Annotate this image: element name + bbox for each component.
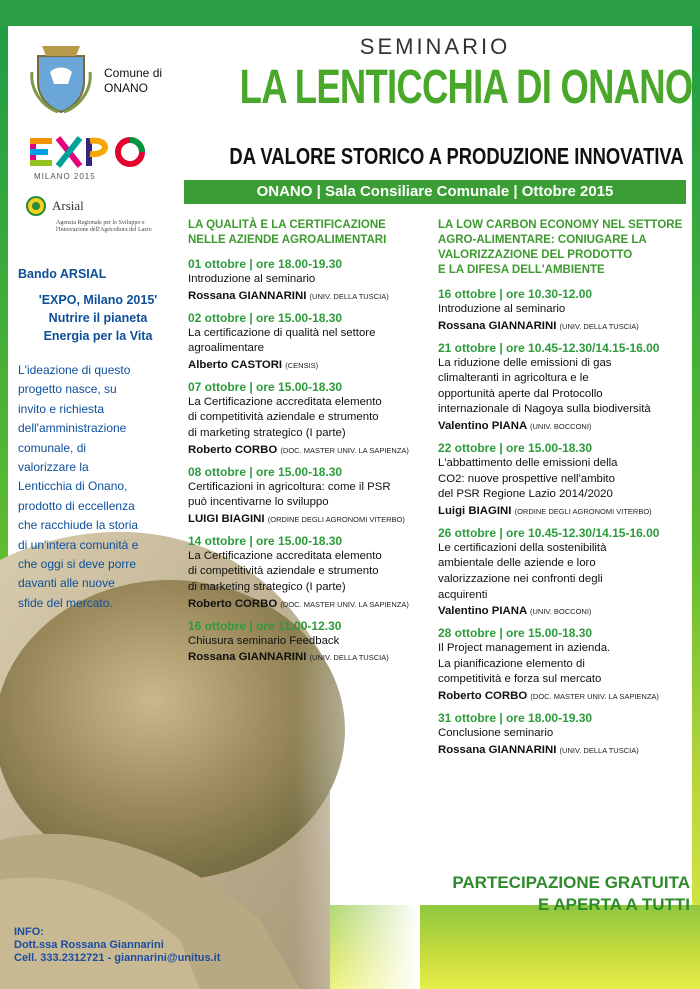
entry-description: ambientale delle aziende e loro	[438, 557, 596, 570]
section-title-line: E LA DIFESA DELL'AMBIENTE	[438, 264, 605, 276]
entry-description: Introduzione al seminario	[188, 273, 316, 285]
page-subtitle: DA VALORE STORICO A PRODUZIONE INNOVATIVA	[229, 143, 684, 169]
program-entry	[188, 618, 432, 667]
entry-description: La riduzione delle emissioni di gas	[438, 356, 612, 369]
entry-description: internazionale di Nagoya sulla biodiversità	[438, 403, 651, 416]
info-contact	[14, 926, 220, 965]
entry-speaker: Valentino PIANA	[438, 605, 527, 618]
entry-description: L'abbattimento delle emissioni della	[438, 456, 618, 469]
bando-title: Bando ARSIAL	[18, 267, 107, 281]
coat-of-arms-icon	[28, 42, 94, 114]
entry-affiliation: (CENSIS)	[285, 360, 319, 370]
entry-speaker-row	[438, 742, 690, 759]
entry-speaker-row	[438, 503, 690, 520]
expo-logo-icon	[30, 134, 150, 170]
entry-description: Le certificazioni della sostenibilità	[438, 541, 607, 554]
entry-speaker-row	[188, 511, 432, 528]
entry-date: 07 ottobre | ore 15.00-18.30	[188, 379, 343, 394]
entry-date: 08 ottobre | ore 15.00-18.30	[188, 464, 343, 479]
section-title	[188, 218, 432, 248]
program-entry	[438, 710, 690, 759]
entry-affiliation: (UNIV. DELLA TUSCIA)	[309, 653, 389, 663]
entry-description: di marketing strategico (I parte)	[188, 580, 346, 593]
entry-speaker: Valentino PIANA	[438, 419, 527, 432]
page-title: LA LENTICCHIA DI ONANO	[239, 61, 693, 114]
entry-date: 16 ottobre | ore 10.30-12.00	[438, 287, 593, 301]
entry-description: Chiusura seminario Feedback	[188, 634, 340, 647]
entry-date: 31 ottobre | ore 18.00-19.30	[438, 710, 593, 725]
entry-speaker: Rossana GIANNARINI	[188, 651, 307, 664]
entry-speaker-row	[438, 318, 690, 335]
entry-date: 28 ottobre | ore 15.00-18.30	[438, 626, 593, 641]
location-bar: ONANO | Sala Consiliare Comunale | Ottobre 2015	[184, 180, 686, 204]
entry-affiliation: (UNIV. DELLA TUSCIA)	[559, 321, 639, 331]
entry-date: 26 ottobre | ore 10.45-12.30/14.15-16.00	[438, 525, 660, 540]
entry-description: climalteranti in agricoltura e le	[438, 372, 589, 385]
arsial-logo-icon	[26, 196, 46, 216]
entry-description: opportunità aperte dal Protocollo	[438, 387, 603, 400]
entry-affiliation: (DOC. MASTER UNIV. LA SAPIENZA)	[280, 445, 409, 455]
entry-speaker-row	[438, 603, 690, 620]
entry-description: del PSR Regione Lazio 2014/2020	[438, 488, 613, 501]
entry-speaker: Rossana GIANNARINI	[438, 743, 557, 756]
entry-date: 16 ottobre | ore 11.00-12.30	[188, 618, 342, 633]
entry-speaker: Roberto CORBO	[438, 689, 528, 702]
entry-description: Il Project management in azienda.	[438, 642, 611, 655]
entry-description: di marketing strategico (I parte)	[188, 426, 346, 439]
entry-speaker-row	[188, 357, 432, 374]
entry-description: acquirenti	[438, 588, 488, 601]
entry-speaker: Roberto CORBO	[188, 443, 278, 456]
comune-label: Comune di ONANO	[104, 66, 163, 95]
top-green-strip	[0, 0, 700, 26]
entry-description: valorizzazione nei confronti degli	[438, 572, 603, 585]
entry-speaker-row	[438, 418, 690, 435]
entry-affiliation: (UNIV. DELLA TUSCIA)	[309, 291, 389, 301]
program-entry	[438, 525, 690, 620]
entry-description: di competitività aziendale e strumento	[188, 411, 379, 424]
right-program-column	[438, 218, 690, 764]
entry-speaker: Alberto CASTORI	[188, 358, 283, 371]
entry-speaker: Roberto CORBO	[188, 597, 278, 610]
program-entry	[438, 440, 690, 520]
entry-date: 14 ottobre | ore 15.00-18.30	[188, 533, 343, 548]
section-title-line: LA LOW CARBON ECONOMY NEL SETTORE	[438, 219, 683, 231]
section-title	[438, 218, 690, 278]
entry-description: Certificazioni in agricoltura: come il PSR	[188, 480, 391, 493]
entry-description: La certificazione di qualità nel settore	[188, 326, 376, 339]
entry-description: di competitività aziendale e strumento	[188, 565, 379, 578]
entry-affiliation: (ORDINE DEGLI AGRONOMI VITERBO)	[267, 514, 405, 524]
entry-affiliation: (ORDINE DEGLI AGRONOMI VITERBO)	[514, 506, 652, 516]
entry-speaker: Rossana GIANNARINI	[438, 319, 557, 332]
entry-date: 22 ottobre | ore 15.00-18.30	[438, 440, 593, 455]
entry-speaker-row	[188, 596, 432, 613]
program-entry	[438, 286, 690, 335]
arsial-description: Agenzia Regionale per lo Sviluppo e l'Innovazione dell'Agricoltura del Lazio	[56, 220, 152, 233]
entry-description: La Certificazione accreditata elemento	[188, 395, 382, 408]
section-title-line: NELLE AZIENDE AGROALIMENTARI	[188, 234, 387, 246]
entry-description: competitività e forza sul mercato	[438, 673, 602, 686]
section-title-line: LA QUALITÀ E LA CERTIFICAZIONE	[188, 219, 386, 231]
entry-speaker-row	[438, 688, 690, 705]
entry-speaker: Luigi BIAGINI	[438, 504, 512, 517]
entry-affiliation: (UNIV. BOCCONI)	[530, 421, 592, 431]
program-entry	[438, 625, 690, 705]
section-title-line: AGRO-ALIMENTARE: CONIUGARE LA	[438, 234, 647, 246]
entry-speaker-row	[188, 288, 432, 305]
program-entry	[188, 533, 432, 613]
info-name: Dott.ssa Rossana Giannarini	[14, 939, 164, 951]
entry-speaker: Rossana GIANNARINI	[188, 289, 307, 302]
entry-description: può incentivarne lo sviluppo	[188, 496, 329, 509]
entry-description: Conclusione seminario	[438, 726, 554, 739]
entry-affiliation: (UNIV. BOCCONI)	[530, 607, 592, 617]
entry-description: Introduzione al seminario	[438, 303, 566, 315]
arsial-name: Arsial	[52, 198, 84, 213]
left-program-column	[188, 218, 432, 671]
entry-affiliation: (DOC. MASTER UNIV. LA SAPIENZA)	[530, 691, 659, 701]
entry-description: agroalimentare	[188, 342, 264, 355]
entry-speaker-row	[188, 442, 432, 459]
program-entry	[188, 464, 432, 528]
entry-description: La pianificazione elemento di	[438, 657, 585, 670]
free-participation-note: PARTECIPAZIONE GRATUITA E APERTA A TUTTI	[452, 873, 690, 914]
bando-subtitle: 'EXPO, Milano 2015' Nutrire il pianeta Energia per la Vita	[38, 293, 158, 343]
info-label: INFO:	[14, 926, 44, 938]
section-title-line: VALORIZZAZIONE DEL PRODOTTO	[438, 249, 633, 261]
program-entry	[188, 310, 432, 374]
expo-subtitle: MILANO 2015	[34, 172, 96, 181]
program-entry	[188, 379, 432, 459]
program-entry	[188, 256, 432, 305]
entry-affiliation: (DOC. MASTER UNIV. LA SAPIENZA)	[280, 599, 409, 609]
bando-body: L'ideazione di questo progetto nasce, su invito e richiesta dell'amministrazione comunale, di valorizzare la Lenticchia di Onano, prodotto di eccellenza che racchiude la storia di un'intera comunità e che oggi si deve porre davanti alle nuove sfide del mercato.	[18, 363, 139, 610]
entry-affiliation: (UNIV. DELLA TUSCIA)	[559, 745, 639, 755]
pretitle: SEMINARIO	[359, 34, 511, 59]
entry-description: La Certificazione accreditata elemento	[188, 549, 382, 562]
entry-description: CO2: nuove prospettive nell'ambito	[438, 472, 615, 485]
entry-speaker: LUIGI BIAGINI	[188, 512, 265, 525]
info-contact-line: Cell. 333.2312721 - giannarini@unitus.it	[14, 952, 221, 964]
entry-date: 01 ottobre | ore 18.00-19.30	[188, 257, 343, 271]
entry-speaker-row	[188, 649, 432, 666]
entry-date: 21 ottobre | ore 10.45-12.30/14.15-16.00	[438, 340, 660, 355]
entry-date: 02 ottobre | ore 15.00-18.30	[188, 310, 343, 325]
program-entry	[438, 340, 690, 435]
